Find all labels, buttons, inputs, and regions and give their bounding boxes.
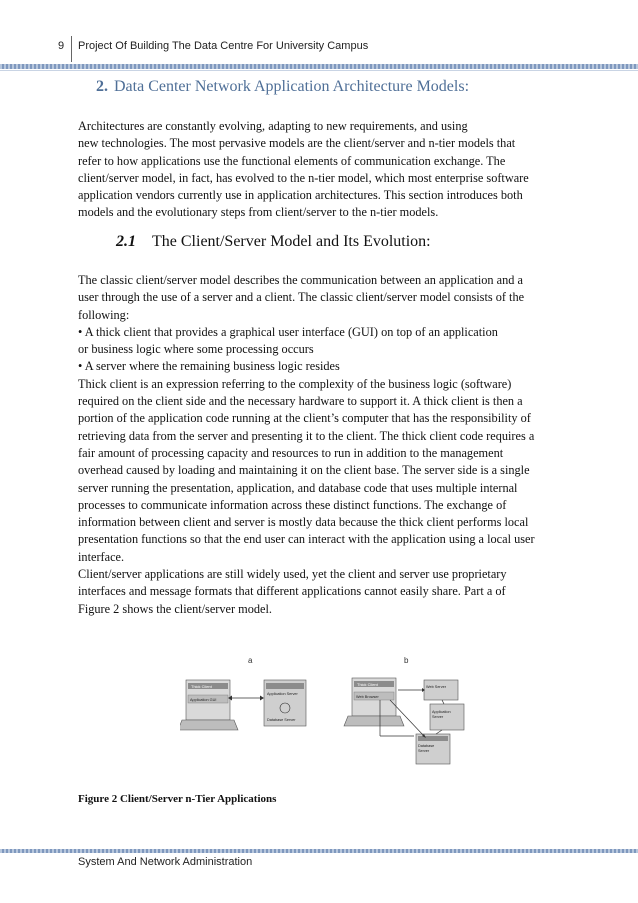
paragraph-line: processes to communicate information across these distinct functions. The exchange of — [78, 497, 507, 512]
footer-text: System And Network Administration — [78, 856, 253, 868]
app-gui-label-a: Application GUI — [190, 698, 217, 702]
subsection-heading — [116, 233, 431, 251]
section-heading — [96, 78, 469, 96]
figure-diagram — [180, 650, 480, 774]
paragraph-line: presentation functions so that the end user can interact with the application using a local user — [78, 532, 535, 547]
paragraph-line: interfaces and message formats that different applications cannot easily share. Part a of — [78, 584, 506, 599]
web-server-label-b: Web Server — [426, 685, 446, 689]
page-header — [0, 0, 638, 70]
subsection-paragraph — [78, 272, 564, 618]
figure-client-server — [180, 650, 480, 774]
thick-client-label-b: Thick Client — [357, 682, 378, 687]
paragraph-line: portion of the application code running at the client’s computer that has the responsibility of — [78, 411, 531, 426]
figure-caption: Figure 2 Client/Server n-Tier Applications — [78, 793, 277, 805]
paragraph-line: following: — [78, 307, 130, 322]
paragraph-line: retrieving data from the server and presenting it to the client. The thick client code requires a — [78, 428, 535, 443]
subsection-title: The Client/Server Model and Its Evolution: — [152, 233, 431, 250]
subsection-number: 2.1 — [116, 233, 136, 250]
db-server-label-b-1: Database — [418, 744, 435, 748]
db-server-label-b-2: Server — [418, 749, 430, 753]
app-server-b — [430, 704, 464, 730]
thick-client-computer-a — [180, 680, 238, 730]
web-browser-label-b: Web Browser — [356, 695, 379, 699]
app-server-label-b-2: Server — [432, 715, 444, 719]
paragraph-line: Figure 2 shows the client/server model. — [78, 601, 272, 616]
thick-client-label-a: Thick Client — [191, 684, 212, 689]
paragraph-line: models and the evolutionary steps from client/server to the n-tier models. — [78, 205, 439, 220]
paragraph-line: fair amount of processing capacity and resources to run in addition to the management — [78, 445, 504, 460]
paragraph-line: Thick client is an expression referring to the complexity of the business logic (software) — [78, 376, 512, 391]
header-rule-thin — [0, 70, 638, 71]
header-rule — [0, 64, 638, 69]
section-paragraph — [78, 118, 564, 222]
arrow-client-server-a — [228, 696, 264, 701]
section-number: 2. — [96, 78, 108, 95]
paragraph-line: or business logic where some processing occurs — [78, 342, 314, 357]
header-title: Project Of Building The Data Centre For University Campus — [78, 40, 369, 52]
paragraph-line: The classic client/server model describes the communication between an application and a — [78, 273, 523, 287]
footer-rule — [0, 849, 638, 853]
thick-client-computer-b — [344, 678, 404, 726]
paragraph-line: server running the presentation, application, and database code that uses multiple internal — [78, 480, 518, 495]
figure-label-b: b — [404, 656, 409, 665]
header-separator — [71, 36, 72, 62]
paragraph-line: Client/server applications are still widely used, yet the client and server use proprietary — [78, 567, 507, 582]
app-server-a — [264, 680, 306, 726]
db-server-b — [416, 734, 450, 764]
paragraph-line: Architectures are constantly evolving, adapting to new requirements, and using — [78, 119, 468, 133]
app-server-label-a: Application Server — [267, 692, 298, 696]
paragraph-line: client/server model, in fact, has evolved to the n-tier model, which most enterprise software — [78, 170, 529, 185]
paragraph-line: information between client and server is mostly data because the thick client performs local — [78, 515, 529, 530]
web-server-b — [424, 680, 458, 700]
paragraph-line: refer to how applications use the functional elements of communication exchange. The — [78, 153, 506, 168]
app-server-label-b-1: Application — [432, 710, 451, 714]
paragraph-line: interface. — [78, 549, 125, 564]
figure-label-a: a — [248, 656, 253, 665]
paragraph-line: required on the client side and the necessary hardware to support it. A thick client is then a — [78, 394, 523, 409]
db-server-label-a: Database Server — [267, 718, 296, 722]
section-title: Data Center Network Application Architecture Models: — [114, 78, 470, 95]
paragraph-line: overhead caused by loading and maintaining it on the client base. The server side is a single — [78, 463, 530, 478]
paragraph-line: new technologies. The most pervasive models are the client/server and n-tier models that — [78, 136, 516, 151]
paragraph-line: • A thick client that provides a graphical user interface (GUI) on top of an application — [78, 324, 498, 339]
page-number: 9 — [58, 40, 65, 52]
paragraph-line: • A server where the remaining business logic resides — [78, 359, 340, 374]
paragraph-line: user through the use of a server and a client. The classic client/server model consists of the — [78, 290, 525, 305]
paragraph-line: application vendors currently use in application architectures. This section introduces both — [78, 188, 523, 203]
